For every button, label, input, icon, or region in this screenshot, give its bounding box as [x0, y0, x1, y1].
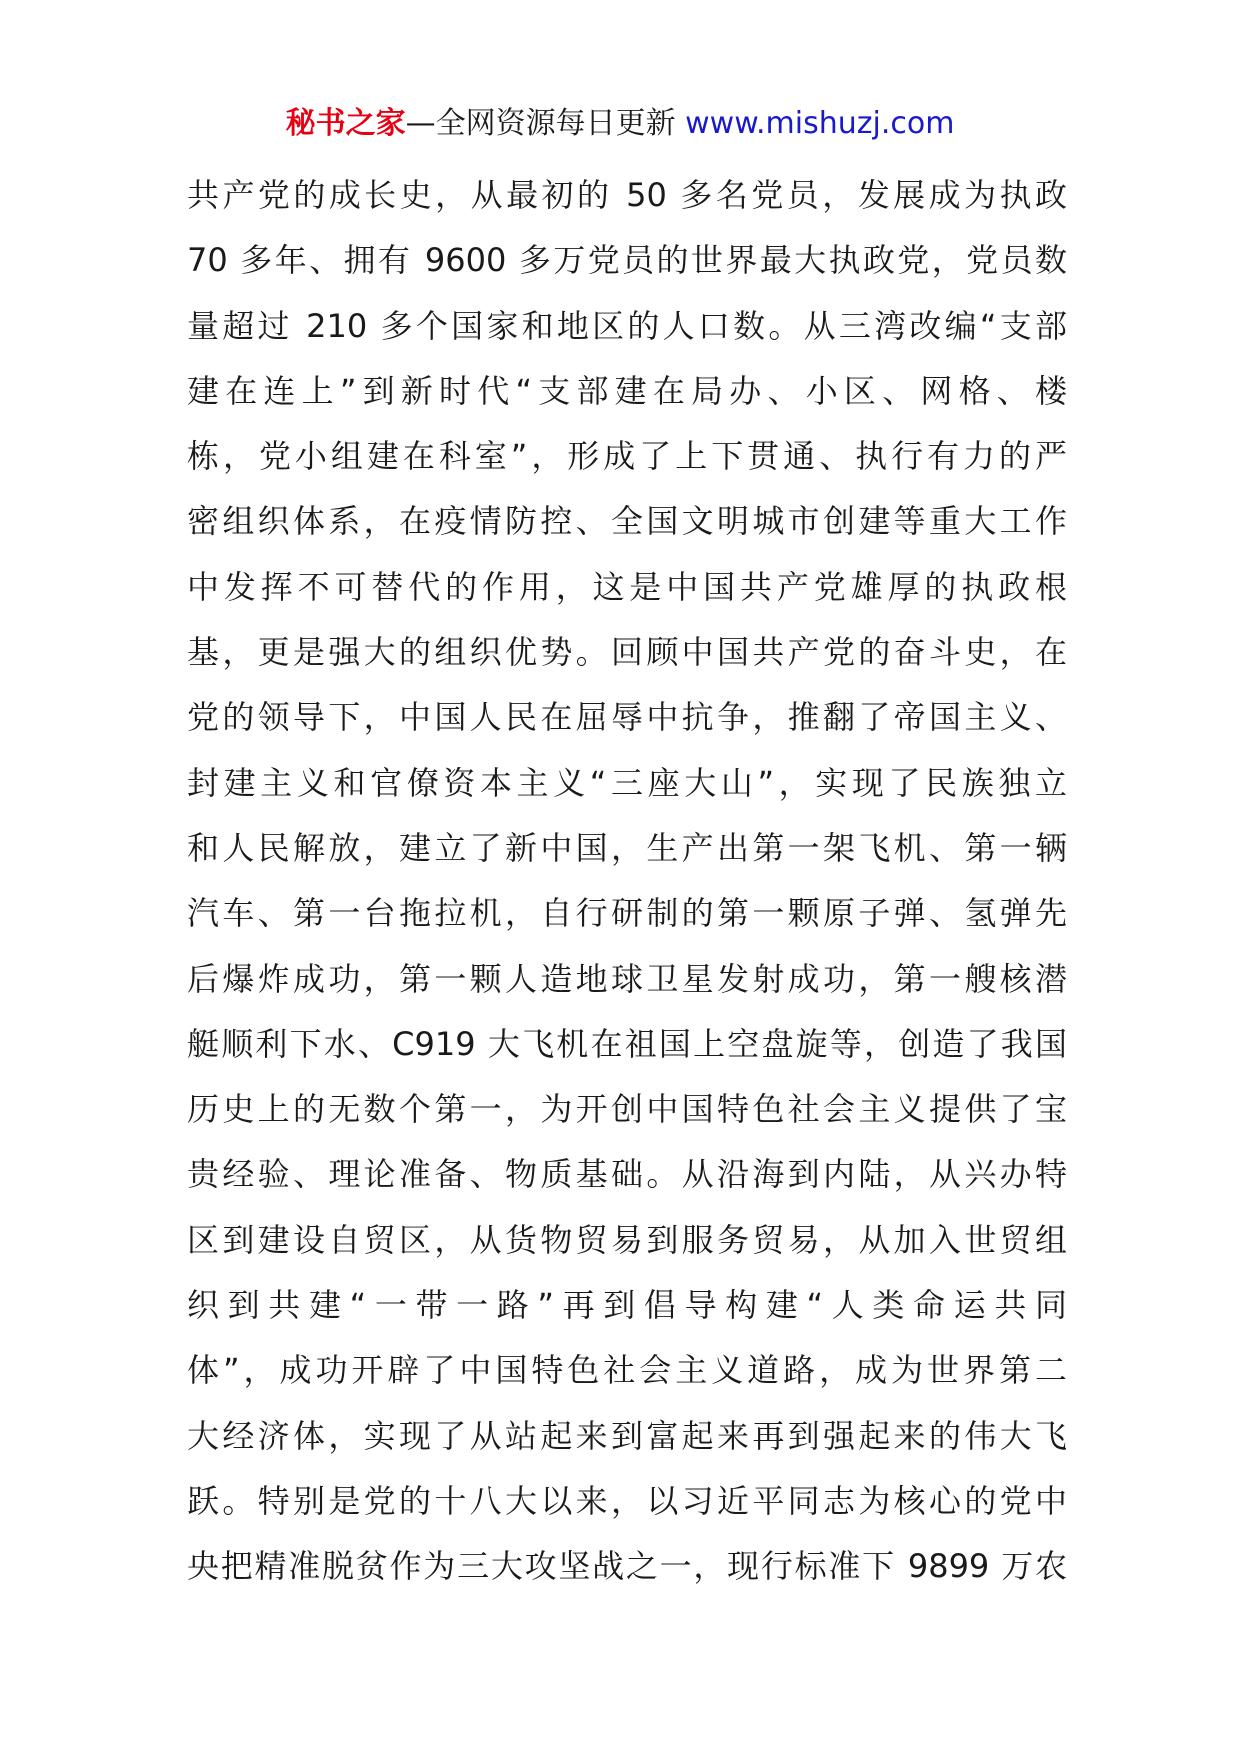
- text-line: 密组织体系，在疫情防控、全国文明城市创建等重大工作: [187, 502, 1067, 541]
- document-body: [187, 163, 1067, 1600]
- text-line: 和人民解放，建立了新中国，生产出第一架飞机、第一辆: [187, 828, 1067, 867]
- page-header: [0, 104, 1240, 144]
- text-line: 量超过 210 多个国家和地区的人口数。从三湾改编“支部: [187, 306, 1067, 345]
- site-url-link[interactable]: www.mishuzj.com: [685, 106, 955, 141]
- site-brand: 秘书之家: [285, 106, 406, 141]
- text-line: 大经济体，实现了从站起来到富起来再到强起来的伟大飞: [187, 1416, 1067, 1455]
- text-line: 织到共建“一带一路”再到倡导构建“人类命运共同: [187, 1286, 1067, 1325]
- text-line: 封建主义和官僚资本主义“三座大山”，实现了民族独立: [187, 763, 1067, 802]
- text-line: 后爆炸成功，第一颗人造地球卫星发射成功，第一艘核潜: [187, 959, 1067, 998]
- text-line: 党的领导下，中国人民在屈辱中抗争，推翻了帝国主义、: [187, 698, 1067, 737]
- text-line: 栋，党小组建在科室”，形成了上下贯通、执行有力的严: [187, 437, 1067, 476]
- text-line: 汽车、第一台拖拉机，自行研制的第一颗原子弹、氢弹先: [187, 894, 1067, 933]
- text-line: 历史上的无数个第一，为开创中国特色社会主义提供了宝: [187, 1090, 1067, 1129]
- text-line: 中发挥不可替代的作用，这是中国共产党雄厚的执政根: [187, 567, 1067, 606]
- text-line: 70 多年、拥有 9600 多万党员的世界最大执政党，党员数: [187, 241, 1067, 280]
- text-line: 区到建设自贸区，从货物贸易到服务贸易，从加入世贸组: [187, 1220, 1067, 1259]
- text-line: 共产党的成长史，从最初的 50 多名党员，发展成为执政: [187, 176, 1067, 214]
- text-line: 贵经验、理论准备、物质基础。从沿海到内陆，从兴办特: [187, 1155, 1067, 1194]
- text-line: 建在连上”到新时代“支部建在局办、小区、网格、楼: [187, 371, 1067, 410]
- text-line: 体”，成功开辟了中国特色社会主义道路，成为世界第二: [187, 1351, 1067, 1390]
- text-line: 艇顺利下水、C919 大飞机在祖国上空盘旋等，创造了我国: [187, 1024, 1067, 1063]
- site-tagline: —全网资源每日更新: [405, 106, 676, 141]
- text-line: 基，更是强大的组织优势。回顾中国共产党的奋斗史，在: [187, 633, 1067, 672]
- text-line: 央把精准脱贫作为三大攻坚战之一，现行标准下 9899 万农: [187, 1547, 1067, 1586]
- text-line: 跃。特别是党的十八大以来，以习近平同志为核心的党中: [187, 1481, 1067, 1520]
